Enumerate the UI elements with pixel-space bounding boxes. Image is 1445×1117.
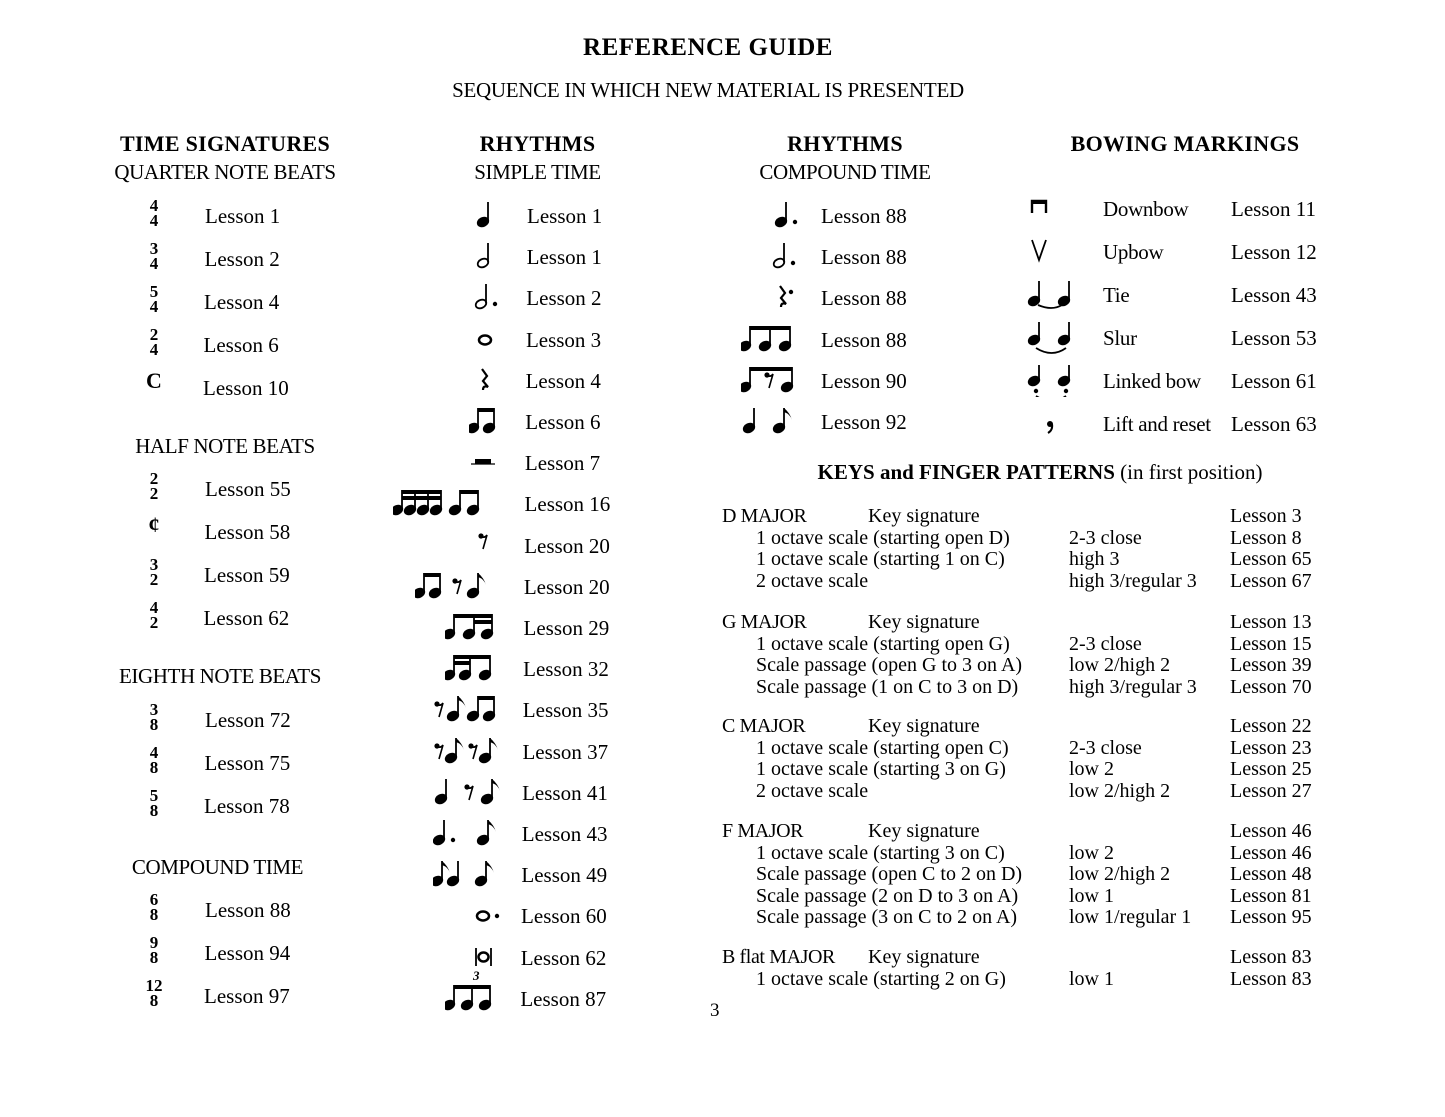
whole-note-icon (471, 322, 505, 356)
rhythm-symbol (471, 239, 505, 278)
lesson-ref: Lesson 83 (1230, 967, 1312, 990)
key-desc: Scale passage (1 on C to 3 on D) (756, 675, 1019, 698)
lesson-ref: Lesson 10 (203, 376, 289, 400)
rhythm-symbol (741, 404, 803, 443)
dotted-quarter-note-icon (769, 198, 803, 232)
ts-bottom: 2 (149, 570, 159, 589)
lesson-ref: Lesson 46 (1230, 820, 1312, 842)
time-signatures-heading: TIME SIGNATURES (119, 131, 331, 156)
dotted-quarter-eighth-icon (433, 816, 505, 850)
ts-top: 4 (149, 743, 159, 762)
ts-bottom: 8 (149, 991, 159, 1010)
keys-heading-bold: KEYS and FINGER PATTERNS (817, 460, 1115, 484)
ts-top: 6 (149, 890, 159, 909)
ts-top: 3 (149, 700, 159, 719)
ts-bottom: 4 (149, 297, 159, 316)
ts-top: 2 (149, 469, 159, 488)
key-desc: Scale passage (open C to 2 on D) (756, 863, 1023, 886)
ts-top: 4 (149, 598, 159, 617)
lesson-ref: Lesson 7 (524, 451, 601, 476)
key-name: B flat MAJOR (722, 946, 835, 968)
ts-top: 5 (149, 282, 159, 301)
finger-pattern: 2-3 close (1069, 736, 1142, 759)
lesson-ref: Lesson 1 (527, 204, 603, 228)
rhythm-symbol (433, 734, 505, 773)
rhythm-symbol (769, 239, 803, 278)
bowing-symbol (1026, 363, 1078, 402)
rhythm-symbol (445, 981, 505, 1020)
lesson-ref: Lesson 32 (523, 657, 609, 682)
tie-icon (1026, 277, 1078, 311)
rhythm-symbol (433, 816, 505, 855)
key-desc: 2 octave scale (756, 569, 869, 592)
key-desc: 1 octave scale (starting 3 on C) (756, 841, 1005, 864)
rhythm-symbol (471, 898, 505, 937)
lesson-ref: Lesson 88 (205, 898, 291, 922)
lesson-ref: Lesson 23 (1230, 736, 1312, 759)
ts-bottom: 8 (149, 948, 159, 967)
rhythm-symbol (393, 486, 505, 525)
time-signature-fraction (135, 241, 173, 271)
lesson-ref: Lesson 29 (523, 616, 610, 640)
rhythm-symbol (433, 857, 505, 896)
dotted-quarter-rest-icon (769, 280, 803, 314)
time-signature-symbol (135, 557, 173, 587)
lesson-ref: Lesson 87 (520, 986, 607, 1011)
lesson-ref: Lesson 67 (1230, 569, 1312, 592)
lesson-ref: Lesson 95 (1230, 906, 1312, 929)
page-number: 3 (710, 1000, 720, 1021)
time-signature-symbol (135, 702, 173, 732)
lesson-ref: Lesson 61 (1231, 369, 1317, 393)
half-rest-icon (471, 445, 505, 479)
lesson-ref: Lesson 62 (520, 945, 607, 970)
time-signature-symbol (135, 471, 173, 501)
lesson-ref: Lesson 90 (821, 368, 907, 393)
lesson-ref: Lesson 58 (204, 520, 291, 544)
rhythm-symbol (471, 528, 505, 567)
lesson-ref: Lesson 12 (1231, 240, 1317, 264)
lesson-ref: Lesson 1 (526, 245, 602, 270)
common-time-glyph: C (146, 368, 162, 393)
rhythms-simple-heading: RHYTHMS (479, 131, 596, 156)
key-name: G MAJOR (722, 611, 807, 633)
key-desc: Key signature (868, 611, 980, 633)
lesson-ref: Lesson 6 (203, 333, 279, 357)
lesson-ref: Lesson 60 (521, 904, 607, 929)
simple-time-label: SIMPLE TIME (474, 160, 601, 184)
half-note-icon (471, 239, 505, 273)
lesson-ref: Lesson 48 (1230, 863, 1312, 886)
lesson-ref: Lesson 53 (1231, 326, 1317, 350)
finger-pattern: high 3 (1069, 548, 1120, 571)
quarter-rest-eighth-icon (433, 775, 505, 809)
lesson-ref: Lesson 27 (1230, 779, 1312, 802)
lesson-ref: Lesson 46 (1230, 841, 1312, 864)
rhythm-symbol (469, 404, 505, 443)
eighth-rest-eighth-group-icon (741, 363, 803, 397)
time-signature-symbol (135, 327, 173, 357)
rhythm-symbol (433, 692, 505, 731)
time-signature-fraction (135, 978, 173, 1008)
lesson-ref: Lesson 3 (525, 327, 602, 352)
triplet-icon (445, 981, 505, 1015)
time-signature-symbol (135, 788, 173, 818)
ts-top: 3 (149, 239, 159, 258)
keys-heading-note: (in first position) (1120, 460, 1263, 484)
rhythm-symbol (741, 363, 803, 402)
bowing-symbol (1026, 191, 1078, 230)
rhythm-symbol (471, 322, 505, 361)
dotted-whole-note-icon (471, 898, 505, 932)
time-signature-fraction (135, 788, 173, 818)
lesson-ref: Lesson 88 (821, 327, 907, 352)
lesson-ref: Lesson 97 (204, 984, 290, 1008)
ts-bottom: 2 (149, 484, 159, 503)
key-name: F MAJOR (722, 820, 804, 842)
time-signature-symbol (135, 284, 173, 314)
lesson-ref: Lesson 4 (204, 290, 280, 314)
eighth-note-beats-label: EIGHTH NOTE BEATS (118, 664, 321, 688)
ts-top: 3 (149, 555, 159, 574)
key-desc: 1 octave scale (starting open D) (756, 526, 1010, 549)
lesson-ref: Lesson 20 (524, 533, 610, 558)
time-signature-fraction (135, 892, 173, 922)
lesson-ref: Lesson 88 (821, 286, 907, 311)
key-desc: 1 octave scale (starting open G) (756, 632, 1010, 655)
lesson-ref: Lesson 88 (821, 245, 907, 270)
lesson-ref: Lesson 63 (1231, 412, 1317, 436)
lesson-ref: Lesson 4 (525, 368, 601, 393)
bowing-symbol (1026, 277, 1078, 316)
lesson-ref: Lesson 41 (522, 780, 608, 805)
rhythm-symbol (471, 363, 505, 402)
lift-reset-icon (1026, 406, 1078, 440)
quarter-note-icon (471, 198, 505, 232)
sixteenths-icon (393, 486, 505, 520)
rhythm-symbol (769, 280, 803, 319)
bowing-name: Downbow (1103, 197, 1189, 221)
ts-bottom: 8 (149, 715, 159, 734)
finger-pattern: high 3/regular 3 (1069, 569, 1197, 592)
lesson-ref: Lesson 16 (524, 492, 611, 517)
dotted-half-note-icon (471, 280, 505, 314)
ts-top: 2 (149, 325, 159, 344)
eighth-quarter-eighth-icon (433, 857, 505, 891)
rhythm-symbol (445, 651, 505, 690)
bowing-symbol (1026, 320, 1078, 359)
quarter-rest-icon (471, 363, 505, 397)
lesson-ref: Lesson 8 (1230, 526, 1302, 549)
bowing-name: Slur (1103, 326, 1137, 350)
lesson-ref: Lesson 6 (525, 410, 601, 434)
time-signature-symbol (135, 935, 173, 965)
key-desc: Scale passage (2 on D to 3 on A) (756, 884, 1019, 907)
key-desc: Key signature (868, 946, 980, 968)
ts-top: 12 (145, 976, 163, 995)
lesson-ref: Lesson 43 (521, 822, 608, 846)
finger-pattern: low 1 (1069, 884, 1114, 907)
finger-pattern: low 2 (1069, 758, 1114, 781)
lesson-ref: Lesson 75 (204, 751, 291, 775)
lesson-ref: Lesson 20 (523, 574, 610, 599)
bowing-name: Tie (1103, 283, 1130, 307)
time-signature-symbol (135, 745, 173, 775)
lesson-ref: Lesson 43 (1231, 283, 1317, 307)
lesson-ref: Lesson 13 (1230, 611, 1312, 633)
time-signature-symbol (135, 370, 173, 392)
bowing-markings-heading: BOWING MARKINGS (1070, 131, 1300, 156)
three-eighths-icon (741, 322, 803, 356)
ts-bottom: 2 (149, 613, 159, 632)
time-signature-symbol (135, 892, 173, 922)
rhythm-symbol (741, 322, 803, 361)
lesson-ref: Lesson 11 (1231, 197, 1316, 221)
triplet-mark: 3 (473, 967, 480, 983)
common-time-glyph: ¢ (148, 512, 160, 537)
ts-bottom: 4 (149, 254, 159, 273)
finger-pattern: 2-3 close (1069, 526, 1142, 549)
eighth-rest-icon (471, 528, 505, 562)
finger-pattern: low 1 (1069, 967, 1114, 990)
key-desc: 1 octave scale (starting 2 on G) (756, 967, 1006, 990)
lesson-ref: Lesson 62 (203, 606, 290, 630)
dotted-half-note-icon (769, 239, 803, 273)
lesson-ref: Lesson 88 (821, 204, 907, 228)
ts-top: 5 (149, 786, 159, 805)
lesson-ref: Lesson 78 (204, 794, 290, 818)
slur-icon (1026, 320, 1078, 354)
rhythm-symbol (415, 569, 505, 608)
lesson-ref: Lesson 39 (1230, 654, 1312, 677)
key-name: D MAJOR (722, 505, 807, 527)
time-signature-symbol (135, 514, 173, 536)
ts-top: 4 (149, 196, 159, 215)
ts-bottom: 4 (149, 340, 159, 359)
bowing-symbol (1026, 406, 1078, 445)
beamed-eighths-icon (469, 404, 505, 438)
lesson-ref: Lesson 15 (1230, 632, 1312, 655)
compound-time-rhythm-label: COMPOUND TIME (759, 160, 931, 184)
eighths-rest-eighth-icon (415, 569, 505, 603)
key-desc: Key signature (868, 820, 980, 842)
lesson-ref: Lesson 83 (1230, 946, 1312, 968)
rhythm-symbol (471, 198, 505, 237)
half-note-beats-label: HALF NOTE BEATS (135, 434, 315, 458)
lesson-ref: Lesson 49 (521, 863, 608, 888)
finger-pattern: low 2/high 2 (1069, 779, 1171, 802)
time-signature-fraction (135, 935, 173, 965)
time-signature-fraction (135, 557, 173, 587)
time-signature-fraction (135, 745, 173, 775)
finger-pattern: low 1/regular 1 (1069, 906, 1192, 929)
lesson-ref: Lesson 94 (204, 941, 291, 965)
lesson-ref: Lesson 2 (204, 247, 280, 271)
keys-heading (720, 460, 1360, 485)
time-signature-fraction (135, 198, 173, 228)
time-signature-symbol (135, 198, 173, 228)
key-desc: 1 octave scale (starting 1 on C) (756, 548, 1005, 571)
syncopation-icon (433, 734, 505, 768)
lesson-ref: Lesson 1 (205, 204, 281, 228)
finger-pattern: low 2 (1069, 841, 1114, 864)
lesson-ref: Lesson 70 (1230, 675, 1312, 698)
key-desc: 1 octave scale (starting 3 on G) (756, 758, 1006, 781)
key-desc: 2 octave scale (756, 779, 869, 802)
key-desc: 1 octave scale (starting open C) (756, 736, 1009, 759)
key-desc: Key signature (868, 505, 980, 527)
lesson-ref: Lesson 2 (526, 286, 602, 311)
time-signature-fraction (135, 702, 173, 732)
key-desc: Scale passage (3 on C to 2 on A) (756, 906, 1018, 929)
finger-pattern: high 3/regular 3 (1069, 675, 1197, 698)
lesson-ref: Lesson 92 (821, 410, 907, 434)
linked-bow-icon (1026, 363, 1078, 397)
ts-bottom: 8 (149, 905, 159, 924)
time-signature-fraction (135, 600, 173, 630)
time-signature-fraction (135, 327, 173, 357)
lesson-ref: Lesson 59 (204, 563, 290, 587)
ts-bottom: 4 (149, 211, 159, 230)
key-desc: Key signature (868, 715, 980, 737)
lesson-ref: Lesson 55 (205, 477, 291, 501)
bowing-symbol (1026, 234, 1078, 273)
bowing-name: Upbow (1103, 240, 1164, 264)
downbow-icon (1026, 191, 1078, 225)
time-signature-symbol (135, 600, 173, 630)
lesson-ref: Lesson 37 (522, 739, 609, 764)
rhythm-symbol (471, 445, 505, 484)
key-desc: Scale passage (open G to 3 on A) (756, 654, 1023, 677)
lesson-ref: Lesson 25 (1230, 758, 1312, 781)
lesson-ref: Lesson 65 (1230, 548, 1312, 571)
lesson-ref: Lesson 22 (1230, 715, 1312, 737)
bowing-name: Linked bow (1103, 369, 1201, 393)
finger-pattern: 2-3 close (1069, 632, 1142, 655)
finger-pattern: low 2/high 2 (1069, 654, 1171, 677)
rhythm-symbol (471, 280, 505, 319)
bowing-name: Lift and reset (1103, 412, 1211, 436)
lesson-ref: Lesson 72 (205, 708, 291, 732)
rhythm-symbol (769, 198, 803, 237)
page-title: REFERENCE GUIDE (583, 34, 833, 61)
rhythms-compound-heading: RHYTHMS (787, 131, 903, 156)
time-signature-symbol (135, 978, 173, 1008)
page-subtitle: SEQUENCE IN WHICH NEW MATERIAL IS PRESENTED (452, 78, 964, 102)
time-signature-fraction (135, 284, 173, 314)
time-signature-symbol (135, 241, 173, 271)
two-sixteenths-eighth-icon (445, 651, 505, 685)
upbow-icon (1026, 234, 1078, 268)
eighth-two-sixteenths-icon (445, 610, 505, 644)
rhythm-symbol (445, 610, 505, 649)
time-signature-fraction (135, 471, 173, 501)
rest-eighth-eighths-icon (433, 692, 505, 726)
quarter-note-beats-label: QUARTER NOTE BEATS (114, 160, 336, 184)
key-name: C MAJOR (722, 715, 806, 737)
lesson-ref: Lesson 35 (522, 698, 609, 723)
quarter-eighth-icon (741, 404, 803, 438)
finger-pattern: low 2/high 2 (1069, 863, 1171, 886)
lesson-ref: Lesson 3 (1230, 505, 1302, 527)
ts-bottom: 8 (149, 758, 159, 777)
ts-top: 9 (149, 933, 159, 952)
ts-bottom: 8 (149, 801, 159, 820)
compound-time-label: COMPOUND TIME (131, 855, 304, 879)
rhythm-symbol (433, 775, 505, 814)
lesson-ref: Lesson 81 (1230, 884, 1312, 907)
